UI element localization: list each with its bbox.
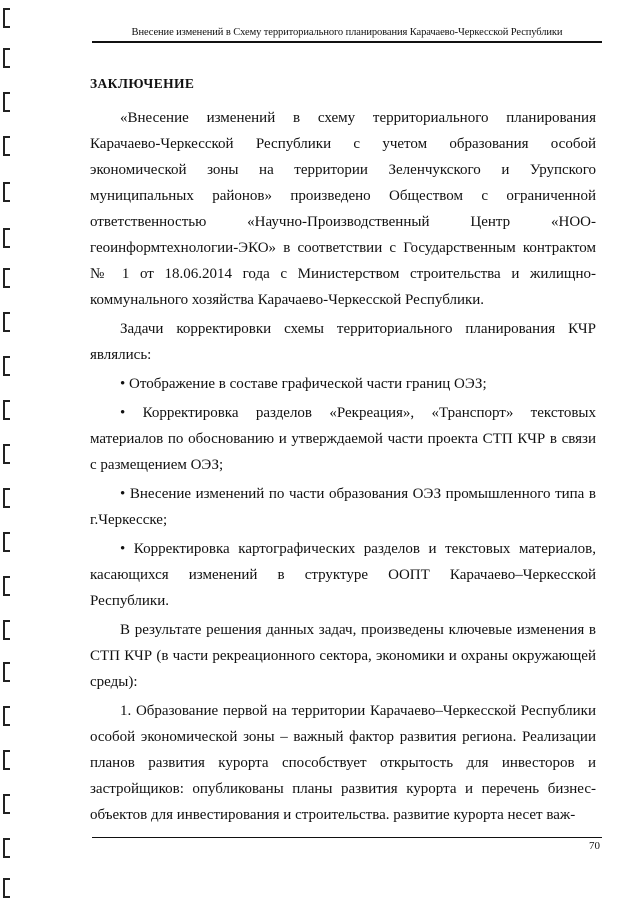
binder-mark xyxy=(3,706,13,726)
binder-mark xyxy=(3,838,13,858)
binder-mark xyxy=(3,794,13,814)
running-header: Внесение изменений в Схему территориального планирования Карачаево-Черкесской Республики xyxy=(92,27,602,43)
binder-mark xyxy=(3,576,13,596)
page-number: 70 xyxy=(589,840,600,852)
binder-mark xyxy=(3,228,13,248)
bullet-item: • Отображение в составе графической части границ ОЭЗ; xyxy=(120,376,487,392)
footer-rule xyxy=(92,837,602,838)
binder-mark xyxy=(3,136,13,156)
binder-mark xyxy=(3,662,13,682)
binder-mark xyxy=(3,8,13,28)
paragraph-tasks: Задачи корректировки схемы территориального планирования КЧР являлись: xyxy=(90,321,596,363)
binder-mark xyxy=(3,532,13,552)
binder-mark xyxy=(3,878,13,898)
paragraph-intro: «Внесение изменений в схему территориального планирования Карачаево-Черкесской Республики с учетом образования особой экономической зоны на территории Зеленчукского и Урупского муниципальных районов» произведено Обществом с ограниченной ответственностью «Научно-Производственный Центр «НОО-геоинформтехнологии-ЭКО» в соответствии с Государственным контрактом № 1 от 18.06.2014 года с Министерством строительства и жилищно-коммунального хозяйства Карачаево-Черкесской Республики. xyxy=(90,110,596,308)
binder-mark xyxy=(3,444,13,464)
document-body xyxy=(90,105,596,828)
section-heading: ЗАКЛЮЧЕНИЕ xyxy=(90,76,195,91)
binder-mark xyxy=(3,182,13,202)
binder-mark xyxy=(3,48,13,68)
binder-mark xyxy=(3,488,13,508)
binder-edge xyxy=(0,0,20,905)
binder-mark xyxy=(3,356,13,376)
bullet-item: • Корректировка картографических разделов и текстовых материалов, касающихся изменений в структуре ООПТ Карачаево–Черкесской Республики. xyxy=(90,541,596,609)
bullet-item: • Внесение изменений по части образования ОЭЗ промышленного типа в г.Черкесске; xyxy=(90,486,596,528)
binder-mark xyxy=(3,92,13,112)
binder-mark xyxy=(3,400,13,420)
binder-mark xyxy=(3,268,13,288)
paragraph-results: В результате решения данных задач, произведены ключевые изменения в СТП КЧР (в части рекреационного сектора, экономики и охраны окружающей среды): xyxy=(90,622,596,690)
binder-mark xyxy=(3,312,13,332)
bullet-item: • Корректировка разделов «Рекреация», «Транспорт» текстовых материалов по обоснованию и утверждаемой части проекта СТП КЧР в связи с размещением ОЭЗ; xyxy=(90,405,596,473)
binder-mark xyxy=(3,620,13,640)
paragraph-numbered: 1. Образование первой на территории Карачаево–Черкесской Республики особой экономической зоны – важный фактор развития региона. Реализации планов развития курорта способствует открытость для инвесторов и застройщиков: опубликованы планы развития курорта и перечень бизнес-объектов для инвестирования и строительства. развитие курорта несет важ- xyxy=(90,703,596,823)
binder-mark xyxy=(3,750,13,770)
